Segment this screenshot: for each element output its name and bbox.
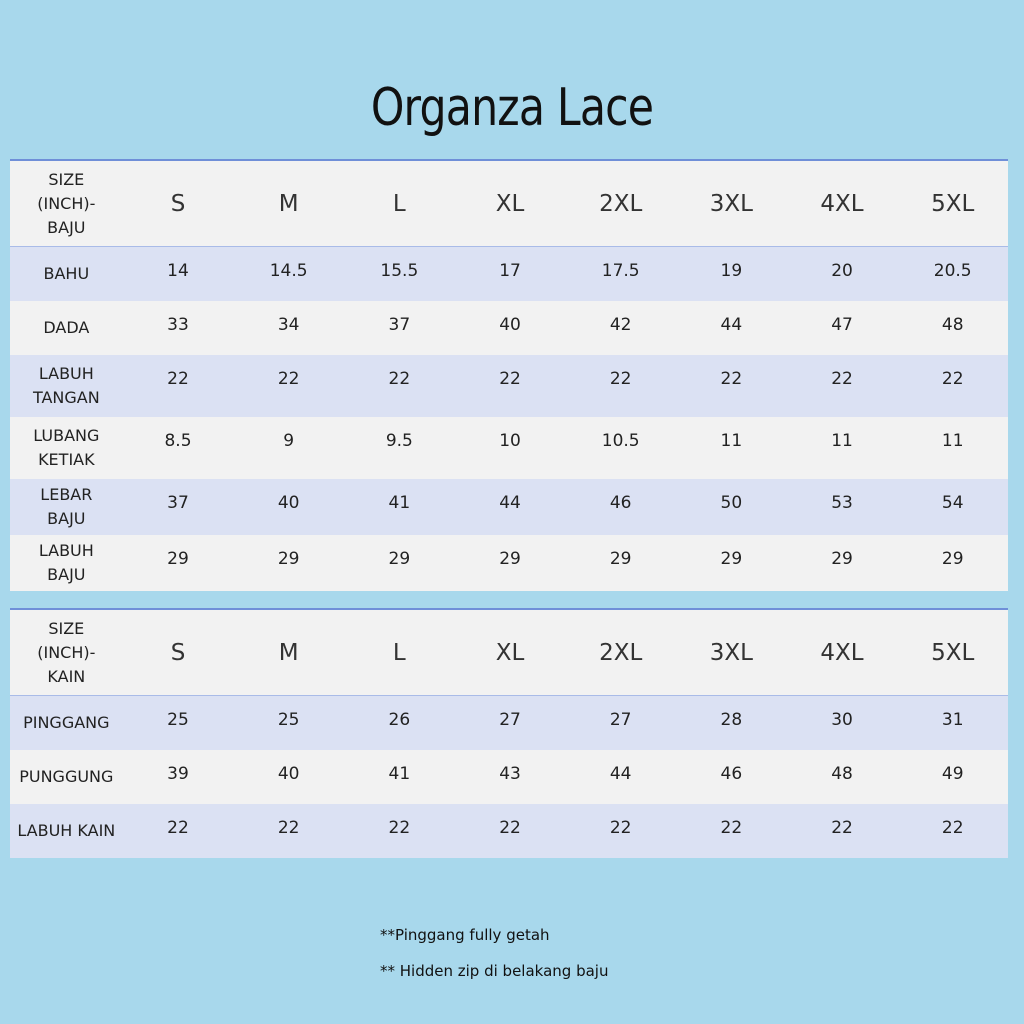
value-cell: 30 [831, 710, 853, 730]
size-header-cell: L [392, 191, 406, 217]
value-cell: 8.5 [164, 431, 192, 451]
value-cell: 34 [277, 315, 300, 335]
header-label-line: KAIN [47, 667, 86, 686]
size-header-cell: XL [495, 640, 525, 666]
row-label-line: BAHU [43, 264, 90, 283]
value-cell: 11 [831, 431, 853, 451]
value-cell: 25 [167, 710, 189, 730]
value-cell: 22 [388, 818, 411, 838]
row-label-cell [10, 417, 123, 479]
size-header-cell: 3XL [709, 191, 753, 217]
value-cell: 22 [167, 818, 189, 838]
note-line: **Pinggang fully getah [380, 926, 550, 944]
value-cell: 15.5 [380, 261, 419, 281]
table-header-row [10, 608, 1008, 696]
size-header-cell: 2XL [599, 640, 643, 666]
value-cell: 42 [609, 315, 632, 335]
value-cell: 31 [941, 710, 964, 730]
row-label-line: LABUH KAIN [17, 821, 116, 840]
value-cell: 17.5 [601, 261, 640, 281]
value-cell: 48 [941, 315, 964, 335]
row-label-cell [10, 301, 123, 355]
row-label-cell [10, 535, 123, 591]
size-header-cell: 5XL [931, 640, 975, 666]
table-row [10, 247, 1008, 301]
value-cell: 29 [499, 549, 521, 569]
table-row [10, 355, 1008, 417]
value-cell: 22 [277, 818, 300, 838]
value-cell: 14 [167, 261, 189, 281]
row-label-cell [10, 247, 123, 301]
value-cell: 22 [499, 369, 521, 389]
row-label-line: PINGGANG [23, 713, 110, 732]
row-label-cell [10, 804, 123, 858]
value-cell: 48 [831, 764, 853, 784]
table-header-row [10, 159, 1008, 247]
note-line: ** Hidden zip di belakang baju [380, 962, 609, 980]
value-cell: 29 [941, 549, 964, 569]
header-label-cell [10, 610, 123, 696]
size-header-cell: 3XL [709, 640, 753, 666]
value-cell: 22 [609, 818, 632, 838]
size-table-baju [10, 159, 1008, 591]
value-cell: 11 [941, 431, 964, 451]
size-header-cell: S [170, 191, 186, 217]
value-cell: 41 [388, 764, 411, 784]
value-cell: 33 [167, 315, 189, 335]
value-cell: 25 [277, 710, 300, 730]
value-cell: 29 [831, 549, 853, 569]
value-cell: 20 [831, 261, 853, 281]
value-cell: 14.5 [269, 261, 308, 281]
value-cell: 9.5 [385, 431, 413, 451]
size-header-cell: L [392, 640, 406, 666]
value-cell: 20.5 [933, 261, 972, 281]
value-cell: 9 [283, 431, 295, 451]
value-cell: 26 [388, 710, 411, 730]
size-header-cell: M [278, 640, 299, 666]
size-table-kain [10, 608, 1008, 858]
value-cell: 37 [167, 493, 189, 513]
size-header-cell: 2XL [599, 191, 643, 217]
header-label-line: SIZE [48, 170, 85, 189]
value-cell: 19 [720, 261, 743, 281]
value-cell: 22 [388, 369, 411, 389]
value-cell: 11 [720, 431, 743, 451]
value-cell: 27 [499, 710, 521, 730]
value-cell: 22 [167, 369, 189, 389]
value-cell: 46 [609, 493, 632, 513]
value-cell: 22 [720, 818, 743, 838]
row-label-line: DADA [43, 318, 90, 337]
value-cell: 22 [831, 818, 853, 838]
value-cell: 46 [720, 764, 743, 784]
table-row [10, 750, 1008, 804]
value-cell: 29 [388, 549, 411, 569]
value-cell: 44 [609, 764, 632, 784]
size-header-cell: 4XL [820, 191, 864, 217]
table-row [10, 696, 1008, 750]
value-cell: 29 [277, 549, 300, 569]
header-label-line: (INCH)- [37, 643, 96, 662]
value-cell: 53 [831, 493, 853, 513]
size-header-cell: S [170, 640, 186, 666]
table-row [10, 417, 1008, 479]
row-label-cell [10, 696, 123, 750]
size-header-cell: M [278, 191, 299, 217]
header-label-line: BAJU [47, 218, 86, 237]
value-cell: 44 [720, 315, 743, 335]
row-label-cell [10, 355, 123, 417]
row-label-line: LUBANG [33, 426, 100, 445]
value-cell: 50 [720, 493, 743, 513]
value-cell: 40 [277, 764, 300, 784]
value-cell: 49 [941, 764, 964, 784]
table-row [10, 301, 1008, 355]
value-cell: 29 [167, 549, 189, 569]
value-cell: 28 [720, 710, 743, 730]
table-row [10, 804, 1008, 858]
row-label-line: TANGAN [32, 388, 100, 407]
notes [380, 917, 608, 989]
row-label-line: LEBAR [40, 485, 93, 504]
value-cell: 29 [609, 549, 632, 569]
table-row [10, 479, 1008, 535]
value-cell: 22 [499, 818, 521, 838]
row-label-line: KETIAK [38, 450, 95, 469]
size-header-cell: XL [495, 191, 525, 217]
value-cell: 47 [831, 315, 853, 335]
value-cell: 27 [609, 710, 632, 730]
value-cell: 22 [831, 369, 853, 389]
value-cell: 17 [499, 261, 521, 281]
size-header-cell: 4XL [820, 640, 864, 666]
value-cell: 44 [499, 493, 521, 513]
value-cell: 22 [720, 369, 743, 389]
value-cell: 10 [499, 431, 521, 451]
header-label-cell [10, 161, 123, 247]
value-cell: 40 [277, 493, 300, 513]
value-cell: 22 [941, 818, 964, 838]
value-cell: 39 [167, 764, 189, 784]
value-cell: 43 [499, 764, 521, 784]
header-label-line: SIZE [48, 619, 85, 638]
value-cell: 22 [277, 369, 300, 389]
value-cell: 37 [388, 315, 411, 335]
value-cell: 22 [941, 369, 964, 389]
row-label-line: BAJU [47, 509, 86, 528]
header-label-line: (INCH)- [37, 194, 96, 213]
size-header-cell: 5XL [931, 191, 975, 217]
value-cell: 29 [720, 549, 743, 569]
table-row [10, 535, 1008, 591]
row-label-line: BAJU [47, 565, 86, 584]
row-label-line: LABUH [38, 541, 94, 560]
row-label-line: PUNGGUNG [19, 767, 114, 786]
page-title: Organza Lace [370, 78, 654, 138]
value-cell: 54 [941, 493, 964, 513]
value-cell: 40 [499, 315, 521, 335]
value-cell: 22 [609, 369, 632, 389]
row-label-cell [10, 750, 123, 804]
value-cell: 41 [388, 493, 411, 513]
row-label-cell [10, 479, 123, 535]
row-label-line: LABUH [38, 364, 94, 383]
value-cell: 10.5 [601, 431, 640, 451]
